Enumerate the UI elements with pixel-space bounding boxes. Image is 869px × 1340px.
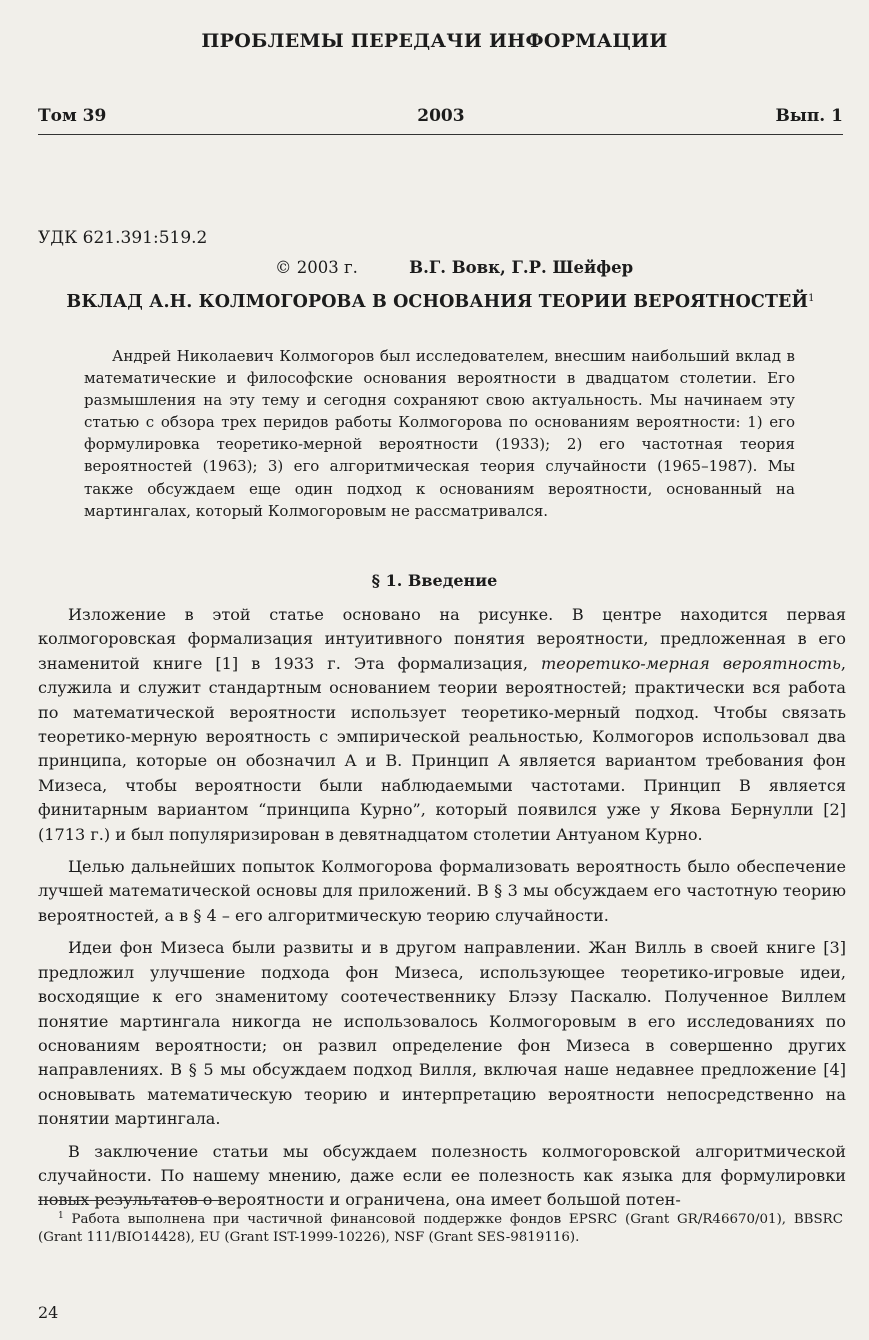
paragraph-1-part-b: , служила и служит стандартным основанием теории вероятностей; практически вся работа по математической вероятности использует теоретико-мерный подход. Чтобы связать теоретико-мерную вероятность с эмпирической реальностью, Колмогоров использовал два принципа, которые он обозначил A и B. Принцип A является вариантом требования фон Мизеса, чтобы вероятности были наблюдаемыми частотами. Принцип B является финитарным вариантом “принципа Курно”, который появился уже у Якова Бернулли [2] (1713 г.) и был популяризирован в девятнадцатом столетии Антуаном Курно. <box>38 653 846 844</box>
page-number: 24 <box>38 1303 59 1322</box>
volume-label: Том 39 <box>38 106 107 126</box>
paragraph-3: Идеи фон Мизеса были развиты и в другом направлении. Жан Вилль в своей книге [3] предложил улучшение подхода фон Мизеса, использующее теоретико-игровые идеи, восходящие к его знаменитому соотечественнику Блэзу Паскалю. Полученное Виллем понятие мартингала никогда не использовалось Колмогоровым в его исследованиях по основаниям вероятности; он развил определение фон Мизеса в совершенно других направлениях. В § 5 мы обсуждаем подход Вилля, включая наше недавнее предложение [4] основывать математическую теорию и интерпретацию вероятности непосредственно на понятии мартингала. <box>38 938 846 1129</box>
issue-info <box>38 106 843 126</box>
article-title-text: ВКЛАД А.Н. КОЛМОГОРОВА В ОСНОВАНИЯ ТЕОРИИ ВЕРОЯТНОСТЕЙ <box>66 292 809 312</box>
footnote <box>38 1207 843 1247</box>
paragraph-4: В заключение статьи мы обсуждаем полезность колмогоровской алгоритмической случайности. По нашему мнению, даже если ее полезность как языка для формулировки новых результатов о вероятности и ограничена, она имеет большой потен- <box>38 1141 846 1210</box>
paragraph-2: Целью дальнейших попыток Колмогорова формализовать вероятность было обеспечение лучшей математической основы для приложений. В § 3 мы обсуждаем его частотную теорию вероятностей, а в § 4 – его алгоритмическую теорию случайности. <box>38 857 846 925</box>
paragraph-1 <box>38 603 846 847</box>
footnote-rule <box>38 1200 222 1201</box>
udc-code: УДК 621.391:519.2 <box>38 228 208 248</box>
journal-title: ПРОБЛЕМЫ ПЕРЕДАЧИ ИНФОРМАЦИИ <box>201 30 668 52</box>
footnote-mark: 1 <box>58 1211 64 1221</box>
year-label: 2003 <box>417 106 465 126</box>
emphasis-term: теоретико-мерная вероятность <box>541 653 841 673</box>
copyright-notice: © 2003 г. <box>275 258 358 277</box>
body-text <box>38 603 846 1221</box>
byline <box>275 258 633 277</box>
article-title <box>38 292 843 312</box>
title-footnote-mark: 1 <box>808 293 815 304</box>
header-rule <box>38 134 843 135</box>
footnote-text: Работа выполнена при частичной финансовой поддержке фондов EPSRC (Grant GR/R46670/01), BBSRC (Grant 111/BIO14428), EU (Grant IST-1999-10226), NSF (Grant SES-9819116). <box>38 1212 843 1245</box>
paragraph-1-part-a: Изложение в этой статье основано на рисунке. В центре находится первая колмогоровская формализация интуитивного понятия вероятности, предложенная в его знаменитой книге [1] в 1933 г. Эта формализация, <box>38 605 846 673</box>
authors: В.Г. Вовк, Г.Р. Шейфер <box>409 258 634 277</box>
section-heading: § 1. Введение <box>371 571 498 590</box>
issue-label: Вып. 1 <box>775 106 843 126</box>
abstract: Андрей Николаевич Колмогоров был исследователем, внесшим наибольший вклад в математические и философские основания вероятности в двадцатом столетии. Его размышления на эту тему и сегодня сохраняют свою актуальность. Мы начинаем эту статью с обзора трех перидов работы Колмогорова по основаниям вероятности: 1) его формулировка теоретико-мерной вероятности (1933); 2) его частотная теория вероятностей (1963); 3) его алгоритмическая теория случайности (1965–1987). Мы также обсуждаем еще один подход к основаниям вероятности, основанный на мартингалах, который Колмогоровым не рассматривался. <box>84 347 795 520</box>
